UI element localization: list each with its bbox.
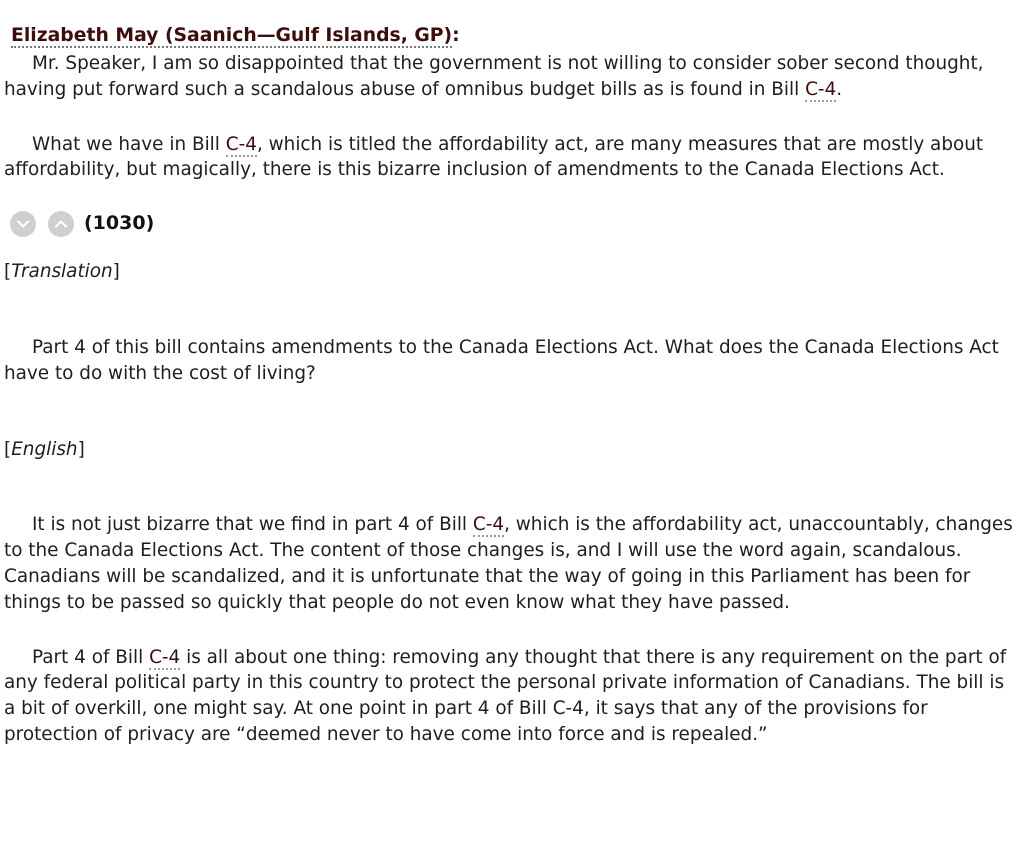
bracket: [ — [4, 438, 12, 460]
bill-link[interactable]: C-4 — [805, 78, 837, 100]
bill-link[interactable]: C-4 — [225, 133, 257, 155]
paragraph-text: What we have in Bill — [32, 133, 226, 155]
paragraph-gap — [4, 103, 1018, 132]
paragraph-text: Part 4 of this bill contains amendments to the Canada Elections Act. What does the Canada Elections Act have to do with the cost of living? — [4, 336, 999, 384]
speaker-link[interactable]: Elizabeth May (Saanich—Gulf Islands, GP) — [11, 25, 453, 46]
paragraph-text: is all about one thing: removing any thought that there is any requirement on the part of any federal political party in this country to protect the personal private information of Canadians. The bill is a bit of overkill, one might say. At one point in part 4 of Bill C-4, it says that any of the provisions for protection of privacy are “deemed never to have come into force and is repealed.” — [4, 646, 1007, 745]
previous-intervention-button[interactable] — [10, 211, 36, 237]
language-marker-translation — [4, 259, 1018, 285]
paragraph-text: Mr. Speaker, I am so disappointed that the government is not willing to consider sober second thought, having put forward such a scandalous abuse of omnibus budget bills as is found in Bill — [4, 53, 984, 100]
language-marker-english — [4, 437, 1018, 463]
bracket: [ — [4, 261, 12, 283]
next-intervention-button[interactable] — [48, 211, 74, 237]
language-label: English — [11, 438, 78, 460]
speaker-heading — [11, 22, 1018, 50]
speaker-colon: : — [452, 25, 460, 46]
timestamp-row — [10, 209, 1018, 239]
paragraph-2 — [4, 132, 1018, 184]
language-label: Translation — [11, 261, 113, 283]
paragraph-text: Part 4 of Bill — [32, 646, 150, 668]
bill-link[interactable]: C-4 — [472, 514, 505, 536]
paragraph-3 — [4, 335, 1018, 387]
debate-transcript — [4, 22, 1018, 748]
bracket: ] — [112, 261, 120, 283]
bracket: ] — [77, 438, 85, 460]
paragraph-gap — [4, 616, 1018, 645]
paragraph-1 — [4, 51, 1018, 103]
paragraph-text: It is not just bizarre that we find in part 4 of Bill — [32, 514, 473, 536]
paragraph-text: , which is titled the affordability act, are many measures that are mostly about affordability, but magically, there is this bizarre inclusion of amendments to the Canada Elections Act. — [4, 133, 984, 181]
paragraph-5 — [4, 645, 1018, 748]
chevron-down-icon — [16, 219, 30, 229]
paragraph-text: , which is the affordability act, unaccountably, changes to the Canada Elections Act. The content of those changes is, and I will use the word again, scandalous. Canadians will be scandalized, and it is unfortunate that the way of going in this Parliament has been for things to be passed so quickly that people do not even know what they have passed. — [4, 514, 1013, 613]
chevron-up-icon — [54, 219, 68, 229]
bill-link[interactable]: C-4 — [149, 646, 181, 668]
paragraph-4 — [4, 512, 1018, 615]
timestamp: (1030) — [84, 212, 155, 235]
paragraph-text: . — [836, 78, 843, 100]
